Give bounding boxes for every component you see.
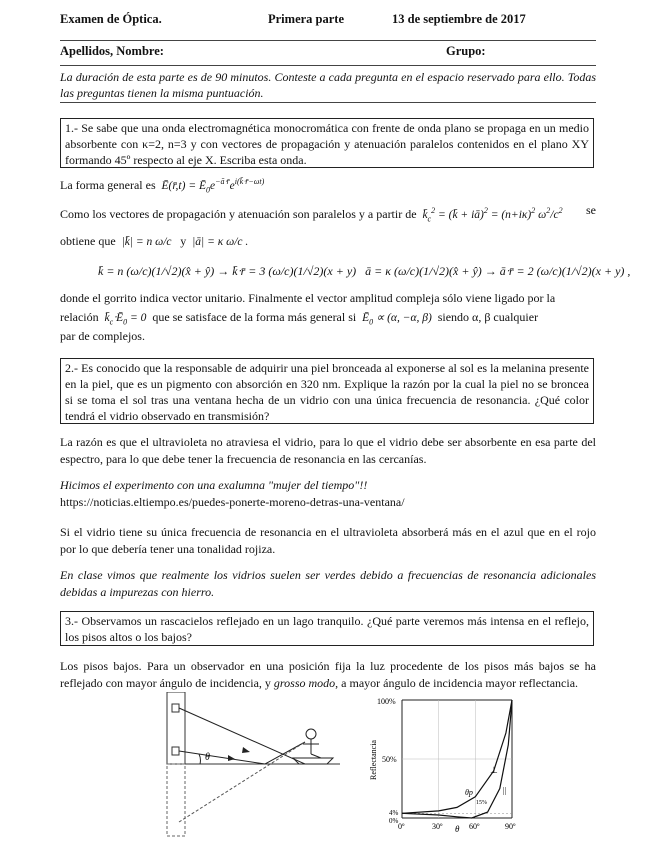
skyscraper-window-bottom (172, 747, 179, 755)
reflectance-chart (362, 695, 522, 835)
question-2: 2.- Es conocido que la responsable de adquirir una piel bronceada al exponerse al sol es la melanina presente en la piel, que es un pigmento con absorción en 320 nm. Explique la razón por la cual la piel no se broncea si se toma el sol tras una ventana hecha de un vidrio con una única frecuencia de resonancia. ¿Qué color tendrá el vidrio observado en transmisión? (60, 358, 594, 424)
ray-top-incident (179, 708, 305, 764)
q1-answer-line3 (60, 233, 596, 251)
q2-answer-1: La razón es que el ultravioleta no atraviesa el vidrio, para lo que el vidrio debe ser absorbente en esa parte del espectro, para lo que debe tener la frecuencia de resonancia en las cercanías. (60, 435, 596, 466)
y-tick-50: 50% (382, 755, 397, 764)
q1-a1-text: La forma general es (60, 177, 156, 192)
question-3: 3.- Observamos un rascacielos reflejado en un lago tranquilo. ¿Qué parte veremos más intensa en el reflejo, los pisos altos o los bajos? (60, 611, 594, 646)
q3-answer-b: , a mayor ángulo de incidencia mayor reflectancia. (335, 676, 579, 690)
q1-a3-text: obtiene que (60, 234, 116, 248)
x-axis-label: θ (455, 824, 460, 834)
vector-expressions: k̄ = n (ω/c)(1/√2)(x̂ + ŷ) → k̄ᐧr̄ = 3 (ω/c)(1/√2)(x + y) ā = κ (ω/c)(1/√2)(x̂ + ŷ) → āᐧr̄ = 2 (ω/c)(1/√2)(x + y) , (98, 264, 631, 278)
y-axis-label: Reflectancia (369, 740, 378, 780)
fifteen-percent-label: 15% (476, 800, 487, 806)
q1-a3-and: y (180, 234, 187, 248)
q1-a5-suffix: siendo α, β cualquier (437, 310, 539, 324)
amplitude-formula: $Ē_0 \propto (\alpha$, −α, β) (359, 312, 435, 327)
q2-experiment-note: Hicimos el experimento con una exalumna "mujer del tiempo"!! (60, 478, 368, 492)
ray-bottom-incident (179, 751, 265, 764)
q1-answer-line4: donde el gorrito indica vector unitario. Finalmente el vector amplitud compleja sólo viene ligado por la (60, 291, 556, 305)
brewster-label: θp (465, 788, 473, 797)
group-label: Grupo: (446, 44, 486, 58)
x-tick-90: 90º (505, 822, 516, 831)
perp-label: ⊥ (490, 765, 498, 775)
q1-a2-text: Como los vectores de propagación y atenuación son paralelos y a partir de (60, 206, 417, 221)
question-1: 1.- Se sabe que una onda electromagnética monocromática con frente de onda plano se propaga en un medio absorbente con κ=2, n=3 y con vectores de propagación y atenuación paralelos contenidos en el plano XY formando 45º respecto al eje X. Escriba esta onda. (60, 118, 594, 168)
q1-answer-line6: par de complejos. (60, 329, 145, 343)
name-label: Apellidos, Nombre: (60, 44, 164, 58)
exam-date: 13 de septiembre de 2017 (392, 12, 526, 26)
reflection-illustration (155, 692, 340, 842)
general-wave-formula: Ē(r̄,t) = $Ē_0e^{-āᐧr̄}e^{i(k̄ᐧr̄-\omega t)}$ (158, 177, 265, 195)
q1-a5-text: relación (60, 310, 99, 324)
y-tick-0: 0% (389, 817, 399, 825)
angle-label: θ (205, 752, 210, 763)
q2-link[interactable]: https://noticias.eltiempo.es/puedes-ponerte-moreno-detras-una-ventana/ (60, 495, 405, 509)
q1-answer-line1 (60, 173, 596, 198)
q1-a2-suffix: se (586, 203, 596, 217)
x-tick-30: 30º (432, 822, 443, 831)
skyscraper-reflection (167, 764, 185, 836)
q3-answer-a: Los pisos bajos. Para un observador en una posición fija la luz procedente de los pisos más bajos se ha reflejado con mayor ángulo de incidencia, y (60, 659, 596, 690)
y-tick-100: 100% (377, 697, 396, 706)
exam-part: Primera parte (268, 12, 345, 26)
exam-title: Examen de Óptica. (60, 12, 162, 26)
name-rule (60, 65, 596, 66)
arrowhead-1 (242, 747, 250, 753)
magnitude-a-formula: |ā| = κ ω/c . (189, 236, 249, 248)
transversality-formula: $k̄_cᐧĒ_0 = 0$ (101, 312, 150, 327)
magnitude-k-formula: |k̄| = n ω/c (118, 236, 178, 248)
x-tick-0: 0º (398, 822, 405, 831)
header-rule (60, 40, 596, 41)
q2-class-note: En clase vimos que realmente los vidrios suelen ser verdes debido a frecuencias de resonancia adicionales debidas a impurezas con hierro. (60, 568, 596, 599)
skyscraper (167, 692, 185, 764)
q3-answer-italic: grosso modo (273, 676, 336, 690)
q1-answer-line2 (60, 202, 596, 227)
q2-answer-2: Si el vidrio tiene su única frecuencia de resonancia en el ultravioleta absorberá más en el azul que en el rojo por lo que debería tener una tonalidad rojiza. (60, 525, 596, 556)
incidence-angle (199, 754, 200, 764)
parallel-label: || (503, 786, 507, 795)
skyscraper-window-top (172, 704, 179, 712)
x-tick-60: 60º (469, 822, 480, 831)
q3-answer (60, 658, 596, 692)
q1-a5-mid: que se satisface de la forma más general si (152, 310, 357, 324)
complex-k-formula: $k̄_c^2$ = (k̄ + iā)$^2$ = $(n+i\kappa)^2$ $\omega^2/c^2$ (419, 206, 563, 224)
instructions-rule (60, 102, 596, 103)
instructions: La duración de esta parte es de 90 minutos. Conteste a cada pregunta en el espacio reservado para ello. Todas las preguntas tienen la misma puntuación. (60, 70, 596, 100)
y-tick-4: 4% (389, 809, 399, 817)
arrowhead-2 (228, 755, 235, 761)
observer-head (306, 729, 316, 739)
observer-leg (311, 754, 321, 758)
